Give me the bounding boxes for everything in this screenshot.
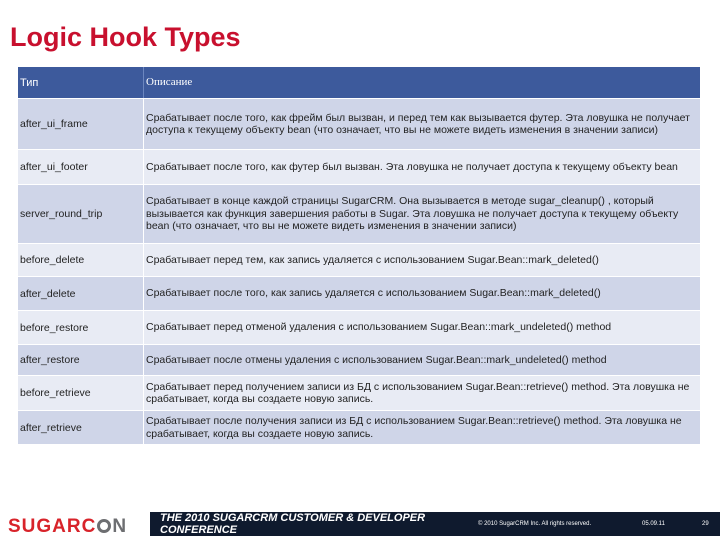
row-description: Срабатывает после получения записи из БД с использованием Sugar.Bean::retrieve() method. Эта ловушка не срабатывает, когда вы создаете новую запись. [146,415,682,440]
logo-o-icon [97,519,111,533]
table-row [18,311,700,345]
header-type: Тип [18,67,144,98]
row-description: Срабатывает после того, как фрейм был вызван, и перед тем как вызывается футер. Эта ловушка не получает доступа к текущему объекту bean (что означает, что вы не можете видеть изменения в значении записи) [146,111,690,136]
row-type: after_ui_footer [18,150,144,184]
row-type: before_restore [18,311,144,344]
table-row [18,411,700,445]
page-number: 29 [702,521,709,527]
row-description: Срабатывает после отмены удаления с использованием Sugar.Bean::mark_undeleted() method [146,353,607,366]
row-description: Срабатывает перед отменой удаления с использованием Sugar.Bean::mark_undeleted() method [146,321,612,334]
row-description: Срабатывает в конце каждой страницы SugarCRM. Она вызывается в методе sugar_cleanup() , который вызывается как функция завершения работы в Sugar. Эта ловушка не получает доступа к текущему объекту bean (что означает, что вы не можете видеть изменения в значении записи) [146,195,679,233]
header-description: Описание [146,76,193,89]
table-row [18,150,700,185]
row-type: after_delete [18,277,144,310]
row-description: Срабатывает перед тем, как запись удаляется с использованием Sugar.Bean::mark_deleted() [146,253,599,266]
row-description: Срабатывает после того, как футер был вызван. Эта ловушка не получает доступа к текущему объекту bean [146,160,678,173]
conference-banner: THE 2010 SUGARCRM CUSTOMER & DEVELOPER CONFERENCE [150,512,468,536]
table-header [18,67,700,99]
slide-footer [0,510,720,540]
copyright: © 2010 SugarCRM Inc. All rights reserved. [478,521,592,527]
row-type: after_ui_frame [18,99,144,149]
table-row [18,244,700,277]
footer-date: 05.09.11 [642,521,665,527]
row-description: Срабатывает перед получением записи из БД с использованием Sugar.Bean::retrieve() method. Эта ловушка не срабатывает, когда вы создаете новую запись. [146,380,690,405]
logo-text-b: N [112,516,128,537]
table-row [18,185,700,244]
logo-text-a: SUGARC [8,516,97,537]
table-row [18,277,700,311]
table-row [18,345,700,376]
row-type: after_restore [18,345,144,375]
row-type: before_retrieve [18,376,144,410]
table-row [18,376,700,411]
hook-types-table [18,67,700,445]
row-type: after_retrieve [18,411,144,444]
row-type: before_delete [18,244,144,276]
slide-title: Logic Hook Types [10,22,241,52]
row-description: Срабатывает после того, как запись удаляется с использованием Sugar.Bean::mark_deleted() [146,287,601,300]
sugarcon-logo [8,516,127,538]
table-row [18,99,700,150]
row-type: server_round_trip [18,185,144,243]
